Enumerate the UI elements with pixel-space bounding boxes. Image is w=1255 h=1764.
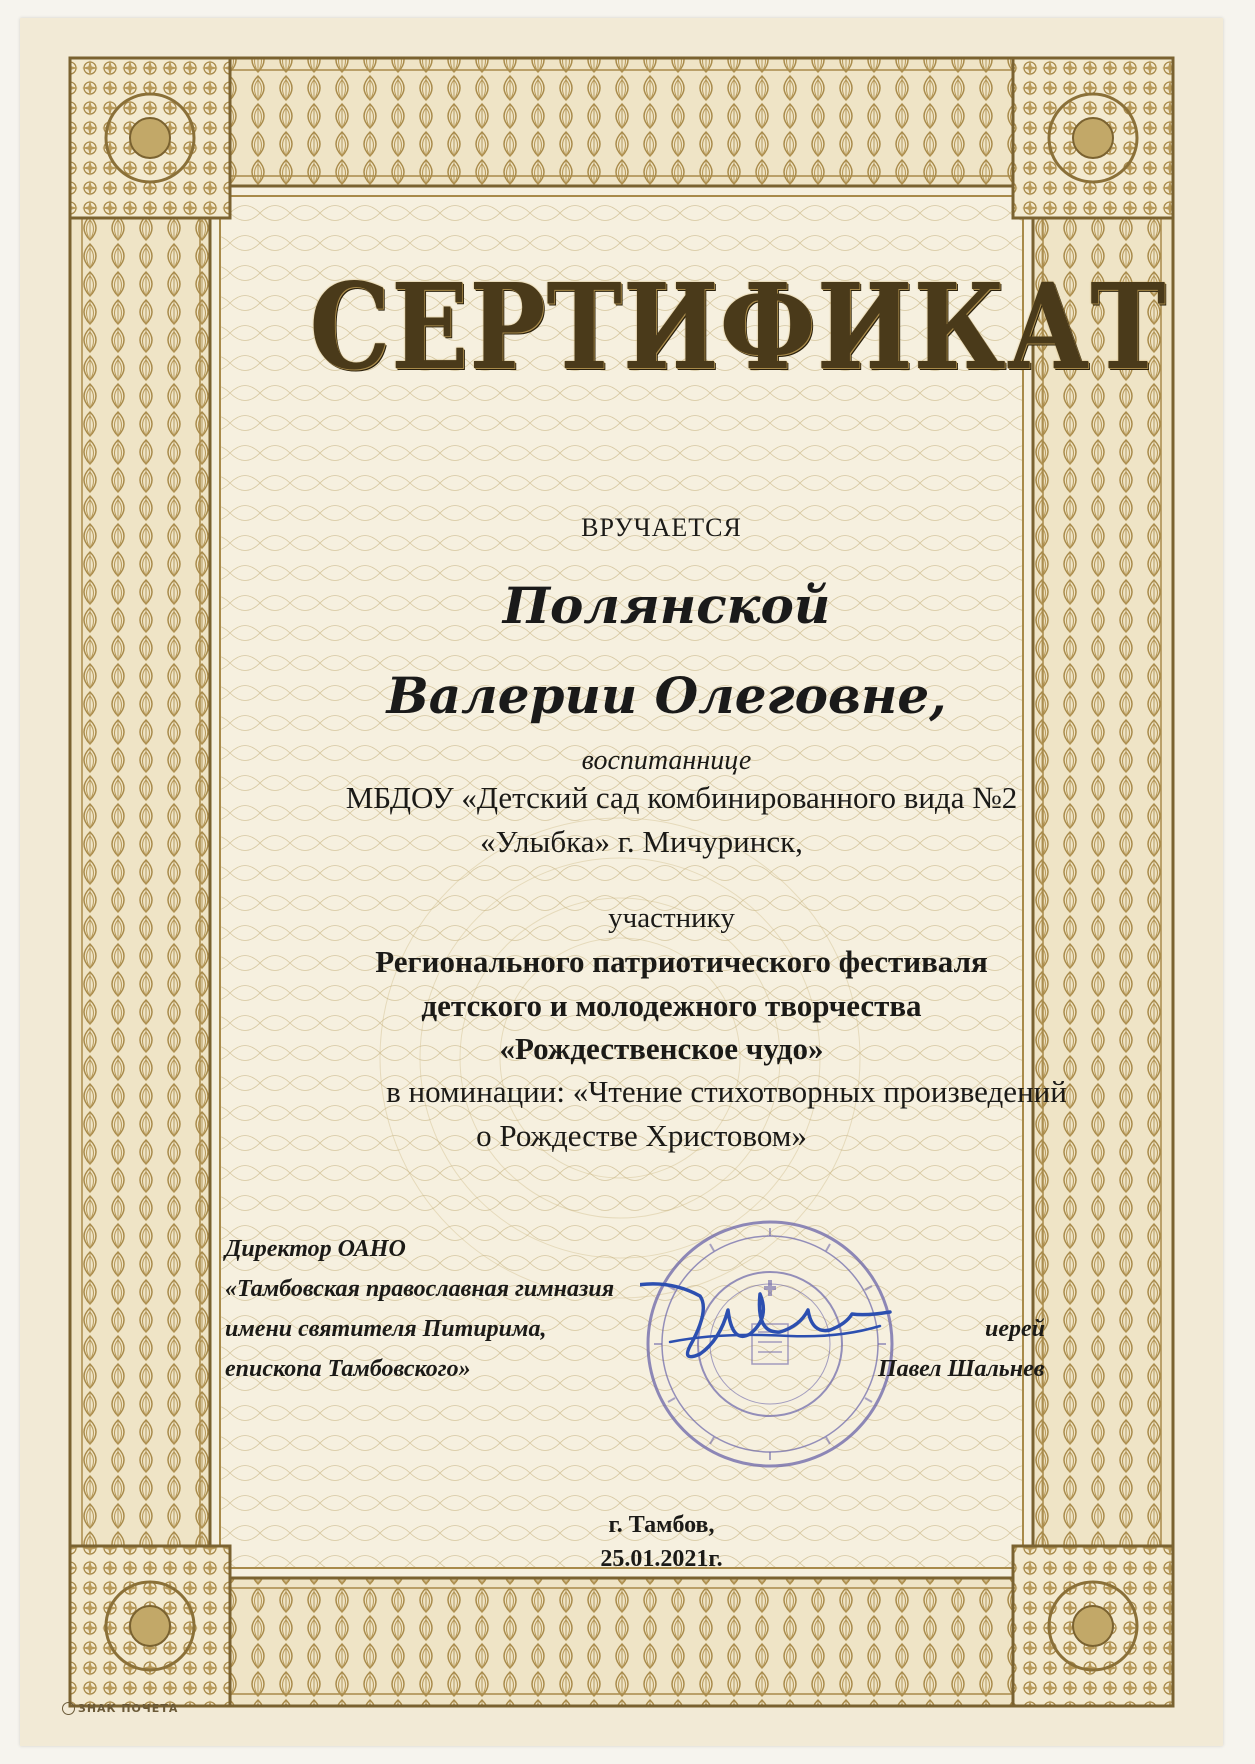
recipient-surname: Полянской: [502, 576, 831, 635]
signatory-title: иерей: [985, 1316, 1045, 1342]
signatory-name: Павел Шальнев: [878, 1356, 1045, 1382]
signatory-line-1: Директор ОАНО: [225, 1236, 406, 1262]
festival-line-2: детского и молодежного творчества: [421, 988, 922, 1023]
printer-logo-icon: [62, 1702, 75, 1715]
corner-ornament: [1013, 58, 1173, 218]
signatory-line-3: имени святителя Питирима,: [225, 1316, 547, 1342]
festival-line-1: Регионального патриотического фестиваля: [375, 944, 988, 979]
certificate-sheet: [20, 18, 1223, 1746]
awarded-label: ВРУЧАЕТСЯ: [581, 513, 742, 542]
certificate-title: СЕРТИФИКАТ: [309, 257, 1167, 396]
signatory-line-4: епископа Тамбовского»: [225, 1356, 471, 1382]
recipient-given-name: Валерии Олеговне,: [386, 666, 947, 725]
organization-line-1: МБДОУ «Детский сад комбинированного вида №2: [345, 780, 1018, 815]
corner-ornament: [70, 58, 230, 218]
signatory-line-2: «Тамбовская православная гимназия: [225, 1276, 615, 1302]
nomination-line-1: в номинации: «Чтение стихотворных произведений: [386, 1074, 1067, 1109]
official-stamp: [640, 1214, 900, 1474]
printer-mark: ЗНАК ПОЧЕТА: [78, 1702, 179, 1715]
festival-line-3: «Рождественское чудо»: [499, 1031, 824, 1066]
organization-line-2: «Улыбка» г. Мичуринск,: [480, 824, 803, 859]
issue-place: г. Тамбов,: [608, 1512, 715, 1538]
issue-date: 25.01.2021г.: [600, 1546, 723, 1572]
participant-label: участнику: [608, 902, 735, 934]
nomination-line-2: о Рождестве Христовом»: [476, 1118, 807, 1153]
recipient-role: воспитаннице: [581, 745, 752, 776]
